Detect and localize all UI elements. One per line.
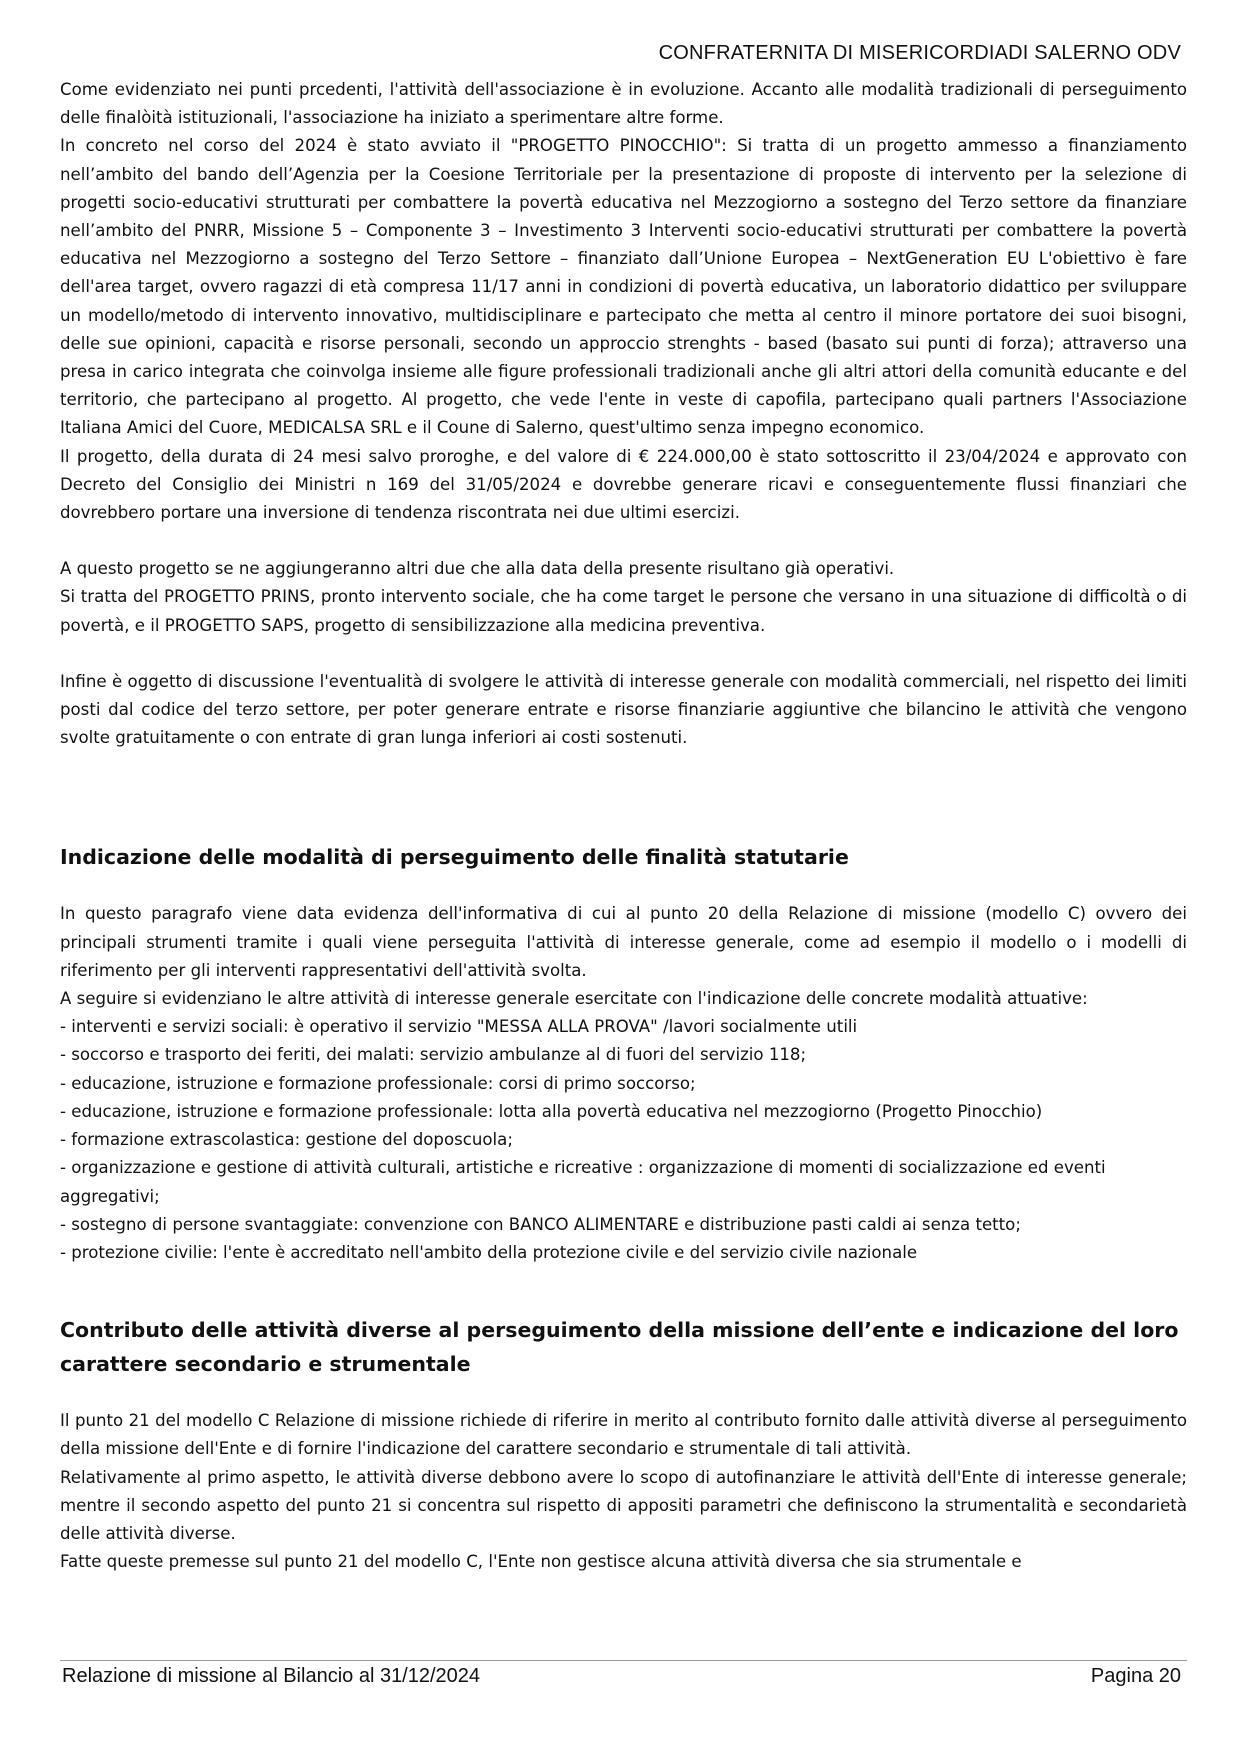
spacer (60, 640, 1187, 668)
list-item: - formazione extrascolastica: gestione del doposcuola; (60, 1130, 513, 1150)
paragraph: In concreto nel corso del 2024 è stato avviato il "PROGETTO PINOCCHIO": Si tratta di un progetto ammesso a finanziamento nell’ambito del bando dell’Agenzia per la Coesione Territoriale per la presentazione di proposte di intervento per la selezione di progetti socio-educativi strutturati per combattere la povertà educativa nel Mezzogiorno a sostegno del Terzo settore da finanziare nell’ambito del PNRR, Missione 5 – Componente 3 – Investimento 3 Interventi socio-educativi strutturati per combattere la povertà educativa nel Mezzogiorno a sostegno del Terzo Settore – finanziato dall’Unione Europea – NextGeneration EU L'obiettivo è fare dell'area target, ovvero ragazzi di età compresa 11/17 anni in condizioni di povertà educativa, un laboratorio didattico per sviluppare un modello/metodo di intervento innovativo, multidisciplinare e partecipato che metta al centro il minore portatore dei suoi bisogni, delle sue opinioni, capacità e risorse personali, secondo un approccio strenghts - based (basato sui punti di forza); attraverso una presa in carico integrata che coinvolga insieme alle figure professionali tradizionali anche gli altri attori della comunità educante e del territorio, che partecipano al progetto. Al progetto, che vede l'ente in veste di capofila, partecipano quali partners l'Associazione Italiana Amici del Cuore, MEDICALSA SRL e il Coune di Salerno, quest'ultimo senza impegno economico. (60, 136, 1187, 438)
paragraph: Infine è oggetto di discussione l'eventualità di svolgere le attività di interesse generale con modalità commerciali, nel rispetto dei limiti posti dal codice del terzo settore, per poter generare entrate e risorse finanziarie aggiuntive che bilancino le attività che vengono svolte gratuitamente o con entrate di gran lunga inferiori ai costi sostenuti. (60, 671, 1187, 748)
section-heading: Indicazione delle modalità di perseguimento delle finalità statutarie (60, 845, 849, 870)
footer-page-number: Pagina 20 (1090, 1665, 1181, 1687)
list-item: - educazione, istruzione e formazione professionale: corsi di primo soccorso; (60, 1073, 696, 1093)
footer-document-title: Relazione di missione al Bilancio al 31/12/2024 (62, 1665, 481, 1687)
paragraph: A questo progetto se ne aggiungeranno altri due che alla data della presente risultano già operativi. (60, 559, 895, 579)
list-item: - soccorso e trasporto dei feriti, dei malati: servizio ambulanze al di fuori del servizio 118; (60, 1045, 807, 1065)
paragraph: A seguire si evidenziano le altre attività di interesse generale esercitate con l'indicazione delle concrete modalità attuative: (60, 989, 1088, 1009)
paragraph: Il progetto, della durata di 24 mesi salvo proroghe, e del valore di € 224.000,00 è stato sottoscritto il 23/04/2024 e approvato con Decreto del Consiglio dei Ministri n 169 del 31/05/2024 e dovrebbe generare ricavi e conseguentemente flussi finanziari che dovrebbero portare una inversione di tendenza riscontrata nei due ultimi esercizi. (60, 446, 1187, 523)
page-header-title: CONFRATERNITA DI MISERICORDIADI SALERNO ODV (658, 42, 1181, 64)
paragraph: Come evidenziato nei punti prcedenti, l'attività dell'associazione è in evoluzione. Accanto alle modalità tradizionali di perseguimento delle finalòità istituzionali, l'associazione ha iniziato a sperimentare altre forme. (60, 80, 1187, 128)
paragraph: Si tratta del PROGETTO PRINS, pronto intervento sociale, che ha come target le persone che versano in una situazione di difficoltà o di povertà, e il PROGETTO SAPS, progetto di sensibilizzazione alla medicina preventiva. (60, 587, 1187, 635)
document-body (60, 76, 1187, 1576)
spacer (60, 527, 1187, 555)
paragraph: Il punto 21 del modello C Relazione di missione richiede di riferire in merito al contributo fornito dalle attività diverse al perseguimento della missione dell'Ente e di fornire l'indicazione del carattere secondario e strumentale di tali attività. (60, 1411, 1187, 1459)
spacer (60, 1267, 1187, 1313)
paragraph: Relativamente al primo aspetto, le attività diverse debbono avere lo scopo di autofinanziare le attività dell'Ente di interesse generale; mentre il secondo aspetto del punto 21 si concentra sul rispetto di appositi parametri che definiscono la strumentalità e secondarietà delle attività diverse. (60, 1467, 1187, 1543)
list-item: - organizzazione e gestione di attività culturali, artistiche e ricreative : organizzazione di momenti di socializzazione ed eventi aggregativi; (60, 1158, 1106, 1206)
paragraph: Fatte queste premesse sul punto 21 del modello C, l'Ente non gestisce alcuna attività diversa che sia strumentale e (60, 1552, 1022, 1572)
footer-divider (60, 1660, 1187, 1661)
list-item: - sostegno di persone svantaggiate: convenzione con BANCO ALIMENTARE e distribuzione pasti caldi ai senza tetto; (60, 1214, 1021, 1234)
list-item: - protezione civilie: l'ente è accreditato nell'ambito della protezione civile e del servizio civile nazionale (60, 1242, 918, 1262)
section-heading: Contributo delle attività diverse al perseguimento della missione dell’ente e indicazione del loro carattere secondario e strumentale (60, 1318, 1179, 1377)
paragraph: In questo paragrafo viene data evidenza dell'informativa di cui al punto 20 della Relazione di missione (modello C) ovvero dei principali strumenti tramite i quali viene perseguita l'attività di interesse generale, come ad esempio il modello o i modelli di riferimento per gli interventi rappresentativi dell'attività svolta. (60, 904, 1187, 980)
list-item: - educazione, istruzione e formazione professionale: lotta alla povertà educativa nel mezzogiorno (Progetto Pinocchio) (60, 1101, 1043, 1121)
spacer (60, 752, 1187, 840)
list-item: - interventi e servizi sociali: è operativo il servizio "MESSA ALLA PROVA" /lavori socialmente utili (60, 1017, 858, 1037)
